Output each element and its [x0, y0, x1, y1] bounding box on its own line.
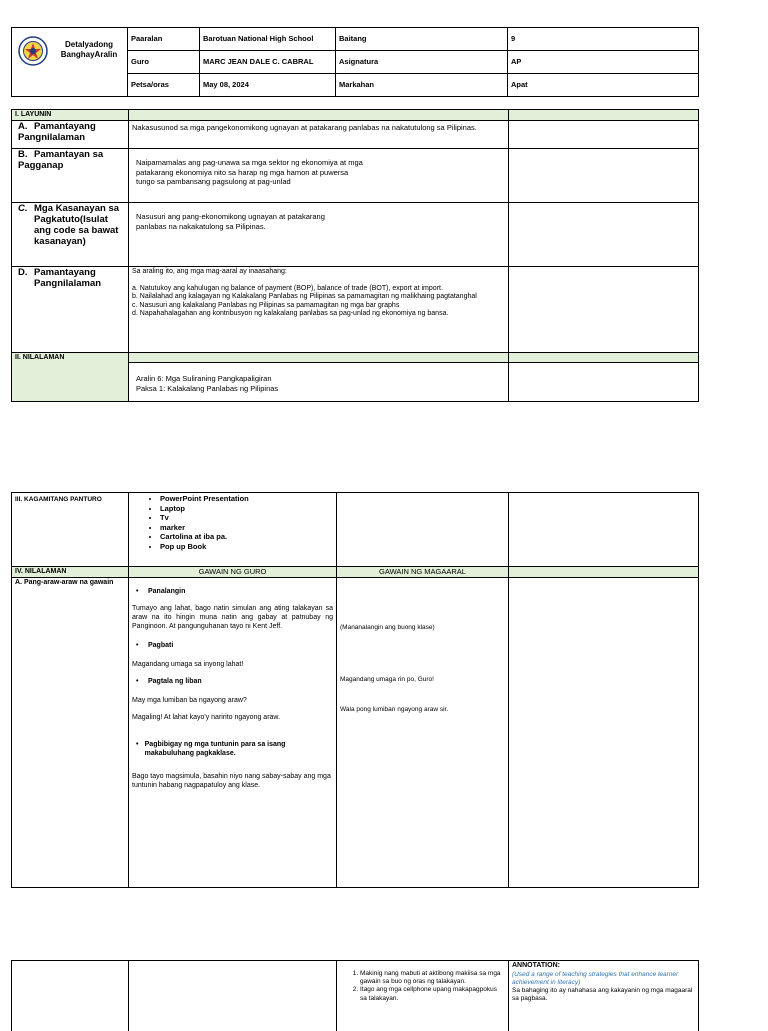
value-markahan: Apat [508, 74, 699, 97]
section-kagamitan: III. KAGAMITANG PANTURO [12, 493, 129, 567]
label-asignatura: Asignatura [336, 51, 508, 74]
empty-b [509, 149, 699, 203]
text-mga-kasanayan: Nasusuri ang pang-ekonomikong ugnayan at patakarang panlabas na nakakatulong sa Pilipinas. [129, 203, 509, 267]
rule-item: 1. Makinig nang mabuti at aktibong makiisa sa mga gawain sa buo ng oras ng talakayan. [360, 970, 505, 986]
page3-rules-cell [337, 961, 509, 1031]
doc-title-line2: BanghayAralin [54, 50, 124, 60]
pagbati-heading: • Pagbati [136, 641, 333, 650]
value-asignatura: AP [508, 51, 699, 74]
tuntunin-text: Bago tayo magsimula, basahin niyo nang sabay-sabay ang mga tuntunin habang nagpapatuloy ang klase. [132, 772, 333, 790]
section-layunin: I. LAYUNIN [12, 110, 129, 121]
nilalaman-fill [129, 353, 509, 363]
kagamitan-item: • Pop up Book [160, 542, 333, 552]
kagamitan-item: • Cartolina at iba pa. [160, 532, 333, 542]
pagtala-heading: • Pagtala ng liban [136, 677, 333, 686]
section-pamamaraan: IV. NILALAMAN [12, 567, 129, 578]
empty-c [509, 203, 699, 267]
response-pagtala: Wala pong lumiban ngayong araw sir. [340, 706, 448, 714]
label-paaralan: Paaralan [128, 28, 200, 51]
panalangin-text: Tumayo ang lahat, bago natin simulan ang ating talakayan sa araw na ito hingin muna natin ang gabay at patnubay ng Panginoon. At pangunguhanan tayo ni Kent Jeff. [132, 604, 333, 631]
rule-item: 2. Itago ang mga cellphone upang makapagpokus sa talakayan. [360, 986, 505, 1002]
annotation-body: Sa bahaging ito ay nahahasa ang kakayanin ng mga magaaral sa pagbasa. [512, 987, 695, 1003]
empty-nilalaman [509, 363, 699, 402]
label-petsa: Petsa/oras [128, 74, 200, 97]
gawain-magaaral [337, 578, 509, 888]
value-petsa: May 08, 2024 [200, 74, 336, 97]
response-panalangin: (Mananalangin ang buong klase) [340, 624, 435, 632]
kagamitan-list [129, 493, 337, 567]
layunin-fill [129, 110, 509, 121]
label-pamantayang-pangnilalaman-d: D. Pamantayang Pangnilalaman [12, 267, 129, 353]
pamamaraan-table [11, 492, 699, 888]
page3-label-cell [12, 961, 129, 1031]
label-pamantayang-pangnilalaman: A. Pamantayang Pangnilalaman [12, 121, 129, 149]
annotation-italic: (Used a range of teaching strategies that enhance learner achievement in literacy) [512, 971, 695, 987]
deped-seal-logo-icon [18, 36, 48, 66]
kagamitan-item: • marker [160, 523, 333, 533]
text-pamantayang-pangnilalaman: Nakasusunod sa mga pangekonomikong ugnayan at patakarang panlabas na nakatutulong sa Pilipinas. [129, 121, 509, 149]
empty-a [509, 121, 699, 149]
text-layunin-d: Sa araling ito, ang mga mag-aaral ay inaasahang: a. Natutukoy ang kahulugan ng balance of payment (BOP), balance of trade (BOT), export at import. b. Nailalahad ang kalagayan ng Kalakalang Panlabas ng Pilipinas sa pamamagitan ng malikhaing pagtatanghal c. Nasusuri ang kalakalang Panlabas ng Pilipinas sa pamamagitan ng mga bar graphs d. Napahahalagahan ang kontribusyon ng kalakalang panlabas sa pag-unlad ng ekonomiya ng bansa. [129, 267, 509, 353]
empty-kagamitan-2 [509, 493, 699, 567]
tuntunin-heading: • Pagbibigay ng mga tuntunin para sa isang makabuluhang pagkaklase. [136, 740, 333, 758]
col-header-magaaral: GAWAIN NG MAGAARAL [337, 567, 509, 578]
panalangin-heading: • Panalangin [136, 587, 333, 596]
annotation-title: ANNOTATION: [512, 962, 695, 971]
pagbati-text: Magandang umaga sa inyong lahat! [132, 660, 333, 669]
label-baitang: Baitang [336, 28, 508, 51]
kagamitan-item: • PowerPoint Presentation [160, 494, 333, 504]
col-header-guro: GAWAIN NG GURO [129, 567, 337, 578]
annotation-cell [509, 961, 699, 1031]
label-guro: Guro [128, 51, 200, 74]
doc-title-line1: Detalyadong [54, 40, 124, 50]
pagtala-text1: May mga lumiban ba ngayong araw? [132, 696, 333, 705]
label-pamantayan-sa-pagganap: B. Pamantayan sa Pagganap [12, 149, 129, 203]
header-table [11, 27, 699, 97]
label-mga-kasanayan: C. Mga Kasanayan sa Pagkatuto(Isulat ang code sa bawat kasanayan) [12, 203, 129, 267]
value-baitang: 9 [508, 28, 699, 51]
header-title-cell [12, 28, 128, 97]
page3-table [11, 960, 699, 1031]
empty-kagamitan-1 [337, 493, 509, 567]
response-pagbati: Magandang umaga rin po, Guro! [340, 676, 434, 684]
empty-pang-araw-araw [509, 578, 699, 888]
text-pamantayan-sa-pagganap: Naipamamalas ang pag-unawa sa mga sektor ng ekonomiya at mga patakarang ekonomiya nito sa harap ng mga hamon at puwersa tungo sa pambansang pagsulong at pag-unlad [129, 149, 509, 203]
gawain-guro [129, 578, 337, 888]
col-header-empty [509, 567, 699, 578]
label-pang-araw-araw: A. Pang-araw-araw na gawain [12, 578, 129, 888]
value-guro: MARC JEAN DALE C. CABRAL [200, 51, 336, 74]
empty-d [509, 267, 699, 353]
label-markahan: Markahan [336, 74, 508, 97]
section-nilalaman: II. NILALAMAN [12, 353, 129, 402]
layunin-table [11, 109, 699, 402]
kagamitan-item: • Laptop [160, 504, 333, 514]
pagtala-text2: Magaling! At lahat kayo'y naririto ngayong araw. [132, 713, 333, 722]
layunin-fill-right [509, 110, 699, 121]
nilalaman-fill-right [509, 353, 699, 363]
text-nilalaman: Aralin 6: Mga Suliraning Pangkapaligiran Paksa 1: Kalakalang Panlabas ng Pilipinas [129, 363, 509, 402]
page3-guro-cell [129, 961, 337, 1031]
value-paaralan: Barotuan National High School [200, 28, 336, 51]
kagamitan-item: • Tv [160, 513, 333, 523]
